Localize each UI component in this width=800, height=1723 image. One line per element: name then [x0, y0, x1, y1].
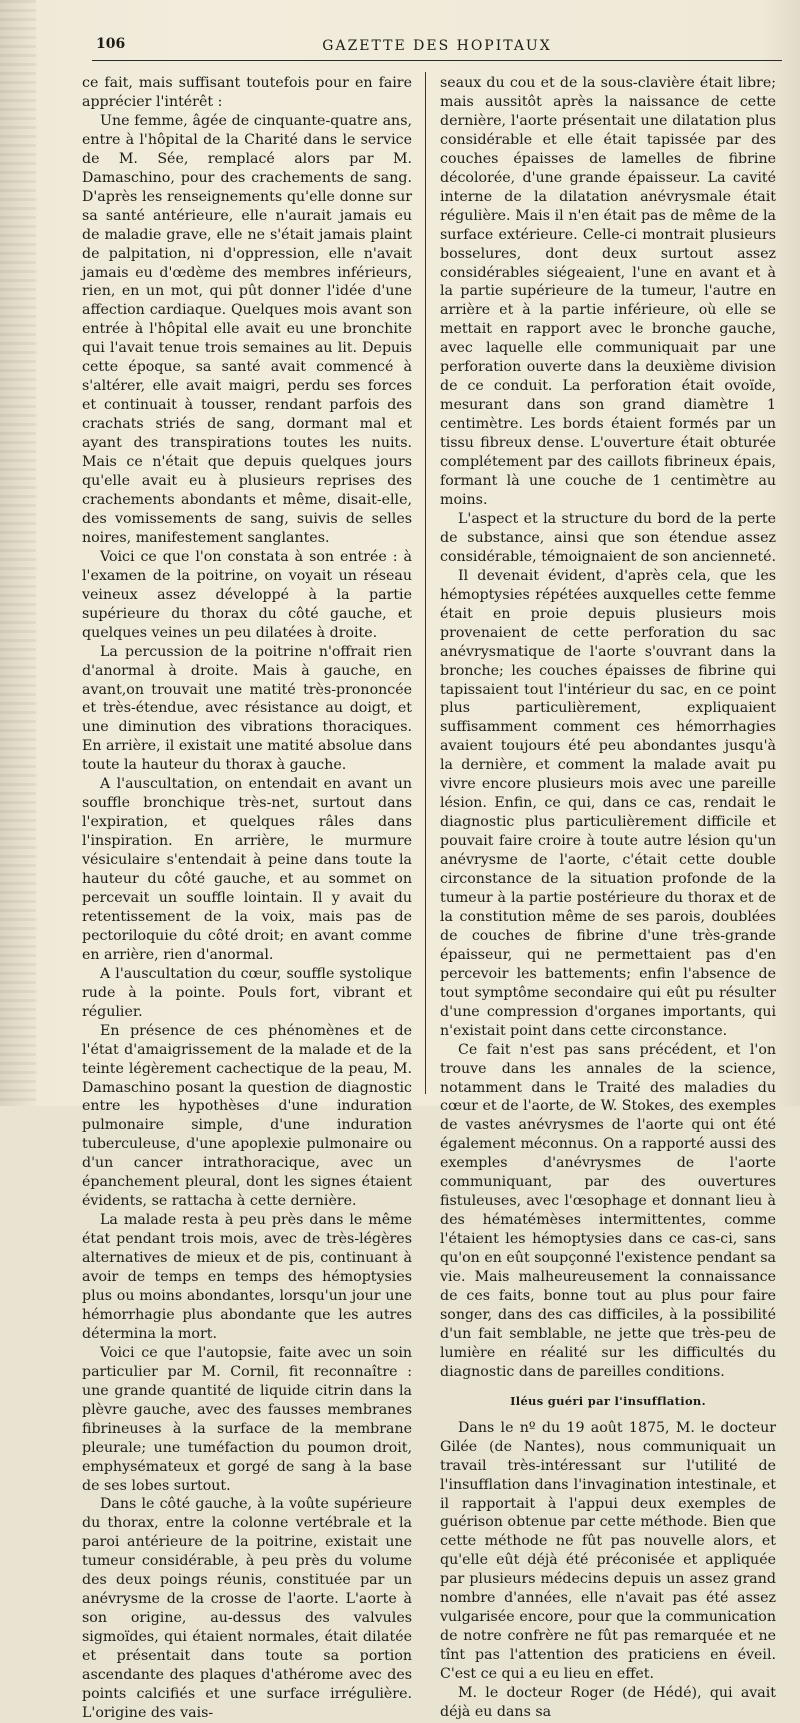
paragraph: Voici ce que l'on constata à son entrée : à l'examen de la poitrine, on voyait un réseau veineux assez développé à la partie supérieure du thorax du côté gauche, et quelques veines un peu dilatées à droite. [82, 548, 412, 641]
paragraph: Dans le nº du 19 août 1875, M. le docteur Gilée (de Nantes), nous communiquait un travail très-intéressant sur l'utilité de l'insufflation dans l'invagination intestinale, et il rapportait à l'appui deux exemples de guérison obtenue par cette méthode. Bien que cette méthode ne fût pas nouvelle alors, et qu'elle eût déjà été préconisée et appliquée par plusieurs médecins depuis un assez grand nombre d'années, elle n'avait pas été assez vulgarisée encore, pour que la communication de notre confrère ne fût pas remarquée et ne tînt pas l'attention des praticiens en éveil. C'est ce qui a eu lieu en effet. [440, 1419, 776, 1683]
paragraph: M. le docteur Roger (de Hédé), qui avait déjà eu dans sa [440, 1685, 776, 1721]
section-title: Iléus guéri par l'insufflation. [510, 1393, 706, 1408]
right-column [440, 74, 776, 1722]
paragraph: L'aspect et la structure du bord de la perte de substance, ainsi que son étendue assez considérable, témoignaient de son ancienneté. [440, 510, 776, 565]
paragraph: ce fait, mais suffisant toutefois pour en faire apprécier l'intérêt : [82, 75, 412, 110]
paragraph: A l'auscultation, on entendait en avant un souffle bronchique très-net, surtout dans l'expiration, et quelques râles dans l'inspiration. En arrière, le murmure vésiculaire s'entendait à peine dans toute la hauteur du côté gauche, et au sommet on percevait un souffle lointain. Il y avait du retentissement de la voix, mais pas de pectoriloquie du côté droit; en avant comme en arrière, rien d'anormal. [82, 776, 412, 963]
paragraph: Dans le côté gauche, à la voûte supérieure du thorax, entre la colonne vertébrale et la paroi antérieure de la poitrine, existait une tumeur considérable, à peu près du volume des deux poings réunis, constituée par un anévrysme de la crosse de l'aorte. L'aorte à son origine, au-dessus des valvules sigmoïdes, qui étaient normales, était dilatée et présentait dans toute sa portion ascendante des plaques d'athérome avec des points calcifiés et une surface irrégulière. L'origine des vais- [82, 1496, 412, 1721]
paragraph: La malade resta à peu près dans le même état pendant trois mois, avec de très-légères alternatives de mieux et de pis, continuant à avoir de temps en temps des hémoptysies plus ou moins abondantes, lorsqu'un jour une hémorrhagie plus abondante que les autres détermina la mort. [82, 1212, 412, 1342]
paragraph: La percussion de la poitrine n'offrait rien d'anormal à droite. Mais à gauche, en avant,on trouvait une matité très-prononcée et très-étendue, avec résistance au doigt, et une diminution des vibrations thoraciques. En arrière, il existait une matité absolue dans toute la hauteur du thorax à gauche. [82, 643, 412, 774]
paragraph: Une femme, âgée de cinquante-quatre ans, entre à l'hôpital de la Charité dans le service de M. Sée, remplacé alors par M. Damaschino, pour des crachements de sang. D'après les renseignements qu'elle donne sur sa santé antérieure, elle n'aurait jamais eu de maladie grave, elle ne s'était jamais plaint de palpitation, ni d'oppression, elle n'avait jamais eu d'œdème des membres inférieurs, rien, en un mot, qui pût donner l'idée d'une affection cardiaque. Quelques mois avant son entrée à l'hôpital elle avait eu une bronchite qui l'avait tenue trois semaines au lit. Depuis cette époque, sa santé avait commencé à s'altérer, elle avait maigri, perdu ses forces et continuait à tousser, rendant parfois des crachats striés de sang, dormant mal et ayant des transpirations toutes les nuits. Mais ce n'était que depuis quelques jours qu'elle avait eu à plusieurs reprises des crachements abondants et même, disait-elle, des vomissements de sang, suivis de selles noires, manifestement sanglantes. [82, 112, 412, 546]
scan-binding-edge [0, 0, 36, 1106]
journal-title: GAZETTE DES HOPITAUX [322, 38, 552, 54]
paragraph: seaux du cou et de la sous-clavière était libre; mais aussitôt après la naissance de cette dernière, l'aorte présentait une dilatation plus considérable et elle était tapissée par des couches épaisses de lamelles de fibrine décolorée, d'une grande épaisseur. La cavité interne de la dilatation anévrysmale était régulière. Mais il n'en était pas de même de la surface extérieure. Celle-ci montrait plusieurs bosselures, dont deux surtout assez considérables siégeaient, l'une en avant et à la partie supérieure de la tumeur, l'autre en arrière et à la partie inférieure, où elle se mettait en rapport avec le bronche gauche, avec laquelle elle communiquait par une perforation ouverte dans la deuxième division de ce conduit. La perforation était ovoïde, mesurant dans son grand diamètre 1 centimètre. Les bords étaient formés par un tissu fibreux dense. L'ouverture était obturée complétement par des caillots fibrineux épais, formant là une couche de 1 centimètre au moins. [440, 75, 776, 508]
left-column [82, 74, 412, 1723]
column-divider [425, 72, 426, 1094]
paragraph: Il devenait évident, d'après cela, que les hémoptysies répétées auxquelles cette femme était en proie depuis plusieurs mois provenaient de cette perforation du sac anévrysmatique de l'aorte s'ouvrant dans la bronche; les couches épaisses de fibrine qui tapissaient tout l'intérieur du sac, en ce point plus particulièrement, expliquaient suffisamment comment ces hémorrhagies avaient toujours été peu abondantes jusqu'à la dernière, et comment la malade avait pu vivre encore plusieurs mois avec une pareille lésion. Enfin, ce qui, dans ce cas, rendait le diagnostic plus particulièrement difficile et pouvait faire croire à toute autre lésion qu'un anévrysme de l'aorte, c'était cette double circonstance de la situation profonde de la tumeur à la partie postérieure du thorax et de la constitution même de ses parois, doublées de couches de fibrine d'une très-grande épaisseur, qui ne permettaient pas d'en percevoir les battements; enfin l'absence de tout symptôme secondaire qui eût pu résulter d'une compression d'organes importants, qui n'existait point dans cette circonstance. [440, 567, 776, 1039]
paragraph: En présence de ces phénomènes et de l'état d'amaigrissement de la malade et de la teinte légèrement cachectique de la peau, M. Damaschino posant la question de diagnostic entre les hypothèses d'une induration pulmonaire simple, d'une induration tuberculeuse, d'une apoplexie pulmonaire ou d'un cancer intrathoracique, avec un épanchement pleural, dont les signes étaient évidents, se rattacha à cette dernière. [82, 1022, 412, 1210]
page-number: 106 [96, 36, 126, 52]
paragraph: A l'auscultation du cœur, souffle systolique rude à la pointe. Pouls fort, vibrant et régulier. [82, 965, 412, 1020]
paragraph: Voici ce que l'autopsie, faite avec un soin particulier par M. Cornil, fit reconnaître : une grande quantité de liquide citrin dans la plèvre gauche, avec des fausses membranes fibrineuses à la surface de la membrane pleurale; une tuméfaction du poumon droit, emphysémateux et gorgé de sang à la base de ses lobes surtout. [82, 1344, 412, 1494]
paragraph: Ce fait n'est pas sans précédent, et l'on trouve dans les annales de la science, notamment dans le Traité des maladies du cœur et de l'aorte, de W. Stokes, des exemples de vastes anévrysmes de l'aorte qui ont été également méconnus. On a rapporté aussi des exemples d'anévrysmes de l'aorte communiquant, par des ouvertures fistuleuses, avec l'œsophage et donnant lieu à des hématémèses intermittentes, comme l'étaient les hémoptysies dans ce cas-ci, sans qu'on en eût soupçonné l'existence pendant sa vie. Mais malheureusement la connaissance de ces faits, bonne tout au plus pour faire songer, dans des cas difficiles, à la possibilité d'un fait semblable, ne jette que très-peu de lumière en réalité sur les difficultés du diagnostic dans de pareilles conditions. [440, 1041, 776, 1380]
page-header [92, 30, 782, 61]
